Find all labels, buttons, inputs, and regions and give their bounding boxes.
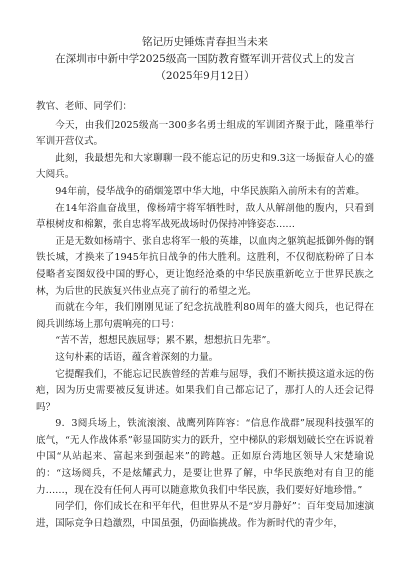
paragraph: 今天，由我们2025级高一300多名勇士组成的军训团齐聚于此，隆重举行军训开营仪式。 [36, 119, 374, 148]
paragraph: 这句朴素的话语，蕴含着深刻的力量。 [55, 351, 219, 363]
title-block [36, 34, 374, 85]
paragraph: 正是无数如杨靖宇、张自忠将军一般的英雄，以血肉之躯筑起抵御外侮的钢铁长城，才换来了1945年抗日战争的伟大胜利。这胜利，不仅彻底粉碎了日本侵略者妄图奴役中国的野心，更让饱经沧桑的中华民族重新屹立于世界民族之林，为后世的民族复兴伟业点亮了前行的希望之光。 [36, 235, 374, 297]
document-date: （2025年9月12日） [155, 70, 255, 82]
paragraph: 9．3阅兵场上，铁流滚滚、战鹰列阵阵容：“信息作战群”展现科技强军的底气，“无人作战体系”彰显国防实力的跃升，空中梯队的彩烟划破长空在诉说着中国“从站起来、富起来到强起来”的跨越。正如原台湾地区领导人宋楚瑜说的：“这场阅兵，不是炫耀武力，是要让世界了解，中华民族绝对有自卫的能力……，现在没有任何人再可以随意欺负我们中华民族，我们要好好地珍惜。” [36, 418, 374, 496]
document-subtitle: 在深圳市中新中学2025级高一国防教育暨军训开营仪式上的发言 [55, 53, 355, 65]
paragraph: 它提醒我们，不能忘记民族曾经的苦难与屈辱，我们不断扶摸这道永远的伤疤，因为历史需要被反复讲述。如果我们自己都忘记了，那打人的人还会记得吗？ [36, 368, 374, 413]
document-title: 铭记历史锤炼青春担当未来 [142, 36, 268, 48]
paragraph: “苦不苦，想想民族屈辱；累不累，想想抗日先辈”。 [55, 335, 277, 347]
greeting: 教官、老师、同学们： [36, 101, 132, 112]
paragraph: 在14年浴血奋战里，像杨靖宇将军牺牲时，敌人从解剖他的腹内，只看到草根树皮和棉絮，张自忠将军战死战场时仍保持冲锋姿态…… [36, 202, 374, 231]
paragraph: 此刻，我最想先和大家聊聊一段不能忘记的历史和9.3这一场振奋人心的盛大阅兵。 [36, 152, 374, 181]
paragraph: 同学们，你们成长在和平年代，但世界从不是“岁月静好”：百年变局加速演进，国际竞争日趋激烈，中国虽强，仍面临挑战。作为新时代的青少年， [36, 501, 374, 529]
paragraph: 而就在今年，我们刚刚见证了纪念抗战胜利80周年的盛大阅兵，也记得在阅兵训练场上那句震响亮的口号： [36, 302, 374, 330]
document-body [36, 99, 374, 532]
paragraph: 94年前，侵华战争的硝烟笼罩中华大地，中华民族陷入前所未有的苦难。 [55, 185, 365, 197]
